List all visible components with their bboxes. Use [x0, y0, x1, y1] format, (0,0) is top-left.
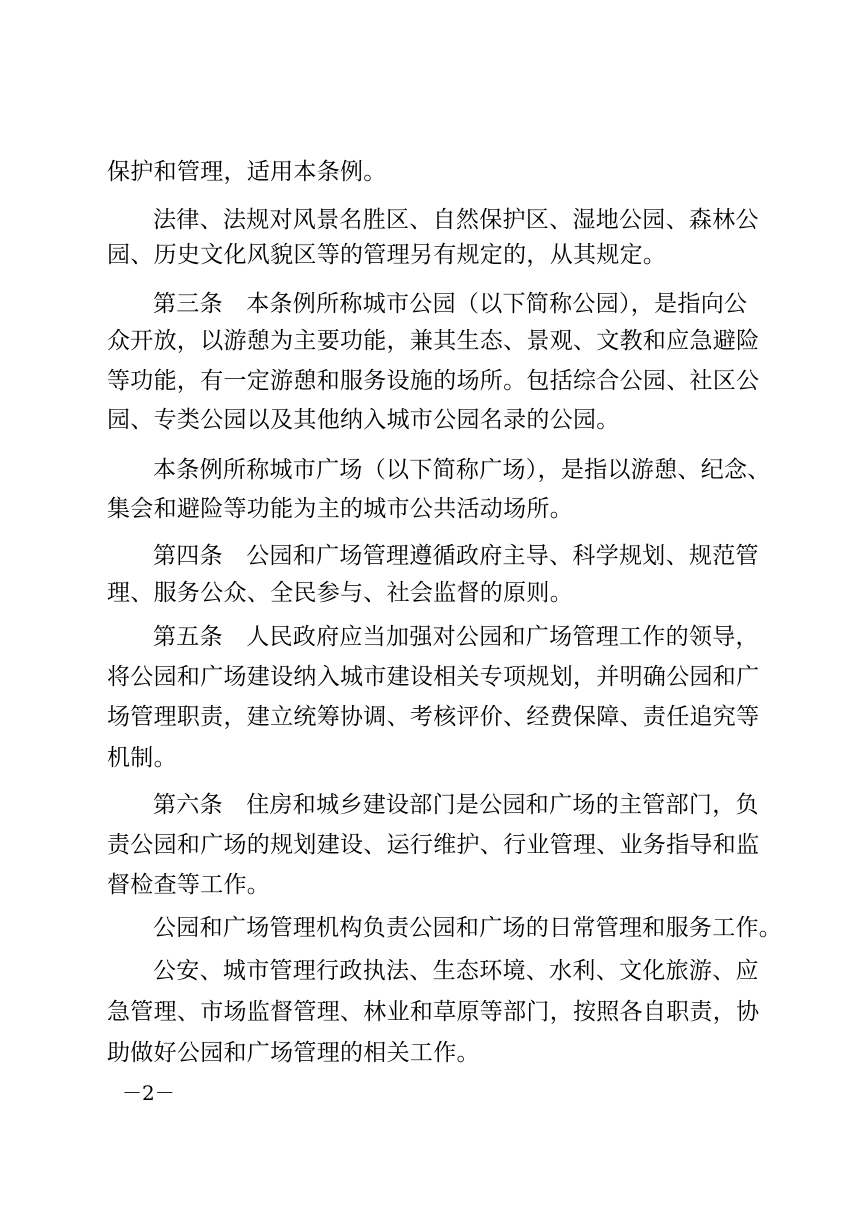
- text-line: 助做好公园和广场管理的相关工作。: [107, 1040, 480, 1066]
- text-line: 场管理职责，建立统筹协调、考核评价、经费保障、责任追究等: [107, 704, 760, 730]
- text-line: 等功能，有一定游憩和服务设施的场所。包括综合公园、社区公: [107, 368, 760, 394]
- text-line: 集会和避险等功能为主的城市公共活动场所。: [107, 496, 573, 522]
- text-line: 众开放，以游憩为主要功能，兼其生态、景观、文教和应急避险: [107, 328, 760, 354]
- text-line: 园、专类公园以及其他纳入城市公园名录的公园。: [107, 407, 620, 433]
- text-line: 第六条 住房和城乡建设部门是公园和广场的主管部门，负: [153, 792, 759, 818]
- text-line: 法律、法规对风景名胜区、自然保护区、湿地公园、森林公: [153, 207, 759, 233]
- text-line: 机制。: [107, 745, 177, 771]
- text-line: 第四条 公园和广场管理遵循政府主导、科学规划、规范管: [153, 543, 759, 569]
- text-line: 公安、城市管理行政执法、生态环境、水利、文化旅游、应: [153, 958, 759, 984]
- page-number: －2－: [122, 1081, 175, 1105]
- text-line: 本条例所称城市广场（以下简称广场），是指以游憩、纪念、: [153, 457, 771, 483]
- text-line: 保护和管理，适用本条例。: [107, 159, 387, 185]
- text-line: 第三条 本条例所称城市公园（以下简称公园），是指向公: [153, 291, 748, 317]
- text-line: 公园和广场管理机构负责公园和广场的日常管理和服务工作。: [153, 915, 783, 941]
- text-line: 第五条 人民政府应当加强对公园和广场管理工作的领导，: [153, 624, 759, 650]
- text-line: 将公园和广场建设纳入城市建设相关专项规划，并明确公园和广: [107, 664, 760, 690]
- text-line: 急管理、市场监督管理、林业和草原等部门，按照各自职责，协: [107, 999, 760, 1025]
- text-line: 园、历史文化风貌区等的管理另有规定的，从其规定。: [107, 242, 667, 268]
- text-line: 责公园和广场的规划建设、运行维护、行业管理、业务指导和监: [107, 832, 760, 858]
- text-line: 督检查等工作。: [107, 872, 271, 898]
- text-line: 理、服务公众、全民参与、社会监督的原则。: [107, 580, 573, 606]
